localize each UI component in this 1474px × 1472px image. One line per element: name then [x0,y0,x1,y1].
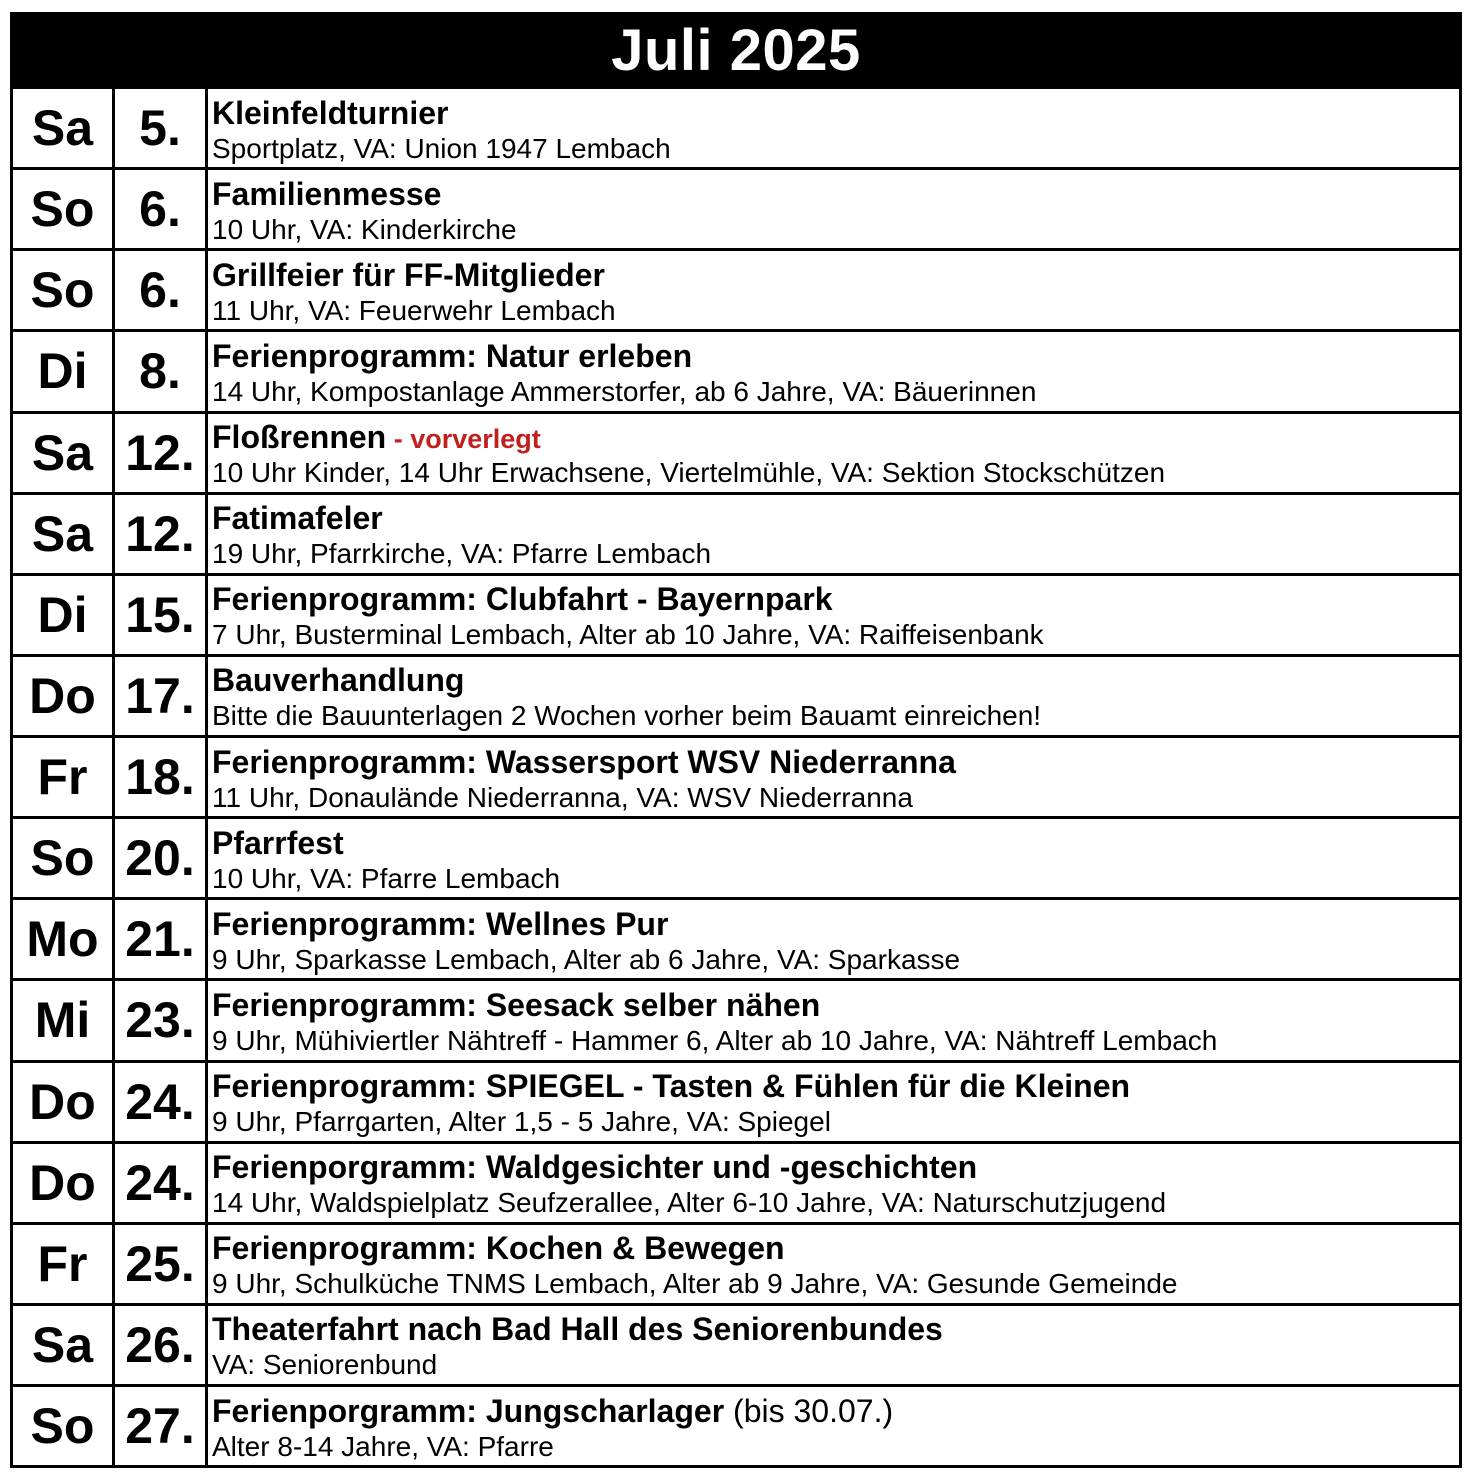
day-number-cell: 5. [115,89,205,167]
event-info-cell [208,89,1459,167]
event-title: Pfarrfest [212,824,344,861]
day-number-cell: 27. [115,1387,205,1465]
event-title: Ferienprogramm: SPIEGEL - Tasten & Fühlen für die Kleinen [212,1068,1131,1105]
event-title: Bauverhandlung [212,662,465,699]
event-row [13,89,1459,167]
event-info-cell [208,1063,1459,1141]
day-number-cell: 20. [115,819,205,897]
event-info-cell [208,657,1459,735]
event-details: 10 Uhr, VA: Pfarre Lembach [212,862,561,894]
event-title: Ferienprogramm: Clubfahrt - Bayernpark [212,581,833,618]
event-title: Ferienporgramm: Jungscharlager [212,1392,725,1429]
event-details: 10 Uhr Kinder, 14 Uhr Erwachsene, Viertelmühle, VA: Sektion Stockschützen [212,457,1166,489]
event-info-cell [208,900,1459,978]
event-title-line [212,95,1459,133]
weekday-cell: Mi [13,981,112,1059]
event-title-line [212,987,1459,1025]
weekday-cell: Do [13,1063,112,1141]
weekday-cell: Mo [13,900,112,978]
event-details: VA: Seniorenbund [212,1349,438,1381]
day-number-cell: 15. [115,576,205,654]
event-info-cell [208,1225,1459,1303]
event-row [13,1063,1459,1141]
event-row [13,1225,1459,1303]
event-row [13,657,1459,735]
day-number-cell: 23. [115,981,205,1059]
event-details: 9 Uhr, Pfarrgarten, Alter 1,5 - 5 Jahre, VA: Spiegel [212,1106,831,1138]
event-details: Sportplatz, VA: Union 1947 Lembach [212,132,671,164]
event-row [13,495,1459,573]
event-details: Alter 8-14 Jahre, VA: Pfarre [212,1430,554,1462]
event-info-cell [208,1387,1459,1465]
event-row [13,738,1459,816]
event-info-cell [208,170,1459,248]
weekday-cell: So [13,170,112,248]
month-title: Juli 2025 [611,18,861,83]
event-title: Kleinfeldturnier [212,94,449,131]
weekday-cell: Do [13,1144,112,1222]
event-details: 9 Uhr, Schulküche TNMS Lembach, Alter ab 9 Jahre, VA: Gesunde Gemeinde [212,1268,1178,1300]
weekday-cell: So [13,251,112,329]
event-title: Ferienprogramm: Wellnes Pur [212,905,669,942]
event-info-cell [208,332,1459,410]
event-title: Ferienprogramm: Natur erleben [212,337,693,374]
event-info-cell [208,576,1459,654]
event-title-line [212,662,1459,700]
day-number-cell: 12. [115,414,205,492]
event-calendar [10,12,1462,1468]
day-number-cell: 21. [115,900,205,978]
day-number-cell: 6. [115,251,205,329]
event-title-line [212,257,1459,295]
weekday-cell: Fr [13,738,112,816]
day-number-cell: 24. [115,1144,205,1222]
day-number-cell: 8. [115,332,205,410]
event-details: 14 Uhr, Kompostanlage Ammerstorfer, ab 6 Jahre, VA: Bäuerinnen [212,375,1037,407]
event-title-line [212,419,1459,457]
event-title-line [212,906,1459,944]
event-title: Ferienporgramm: Waldgesichter und -geschichten [212,1149,978,1186]
event-details: Bitte die Bauunterlagen 2 Wochen vorher beim Bauamt einreichen! [212,700,1042,732]
day-number-cell: 18. [115,738,205,816]
event-row [13,414,1459,492]
event-title: Floßrennen [212,419,387,456]
event-title-line [212,500,1459,538]
event-title-line [212,338,1459,376]
event-title: Theaterfahrt nach Bad Hall des Seniorenbundes [212,1311,943,1348]
event-row [13,576,1459,654]
day-number-cell: 17. [115,657,205,735]
event-title: Ferienprogramm: Wassersport WSV Niederranna [212,743,956,780]
event-title-line [212,1393,1459,1431]
event-info-cell [208,981,1459,1059]
event-title: Ferienprogramm: Kochen & Bewegen [212,1230,785,1267]
event-title-line [212,825,1459,863]
weekday-cell: Do [13,657,112,735]
event-title: Ferienprogramm: Seesack selber nähen [212,986,821,1023]
event-info-cell [208,738,1459,816]
event-row [13,1387,1459,1465]
event-title-line [212,1149,1459,1187]
event-row [13,170,1459,248]
event-title-suffix: (bis 30.07.) [724,1392,894,1429]
event-row [13,981,1459,1059]
event-row [13,1144,1459,1222]
weekday-cell: So [13,819,112,897]
event-title-line [212,1311,1459,1349]
event-details: 7 Uhr, Busterminal Lembach, Alter ab 10 Jahre, VA: Raiffeisenbank [212,619,1044,651]
weekday-cell: Di [13,332,112,410]
event-title-line [212,1230,1459,1268]
day-number-cell: 26. [115,1306,205,1384]
weekday-cell: Sa [13,1306,112,1384]
weekday-cell: Sa [13,414,112,492]
event-row [13,1306,1459,1384]
event-row [13,900,1459,978]
day-number-cell: 24. [115,1063,205,1141]
event-info-cell [208,495,1459,573]
event-note: - vorverlegt [386,424,541,455]
event-details: 9 Uhr, Mühiviertler Nähtreff - Hammer 6, Alter ab 10 Jahre, VA: Nähtreff Lembach [212,1024,1218,1056]
event-title: Familienmesse [212,175,442,212]
event-info-cell [208,819,1459,897]
event-info-cell [208,251,1459,329]
weekday-cell: Di [13,576,112,654]
event-details: 19 Uhr, Pfarrkirche, VA: Pfarre Lembach [212,538,712,570]
event-title-line [212,176,1459,214]
weekday-cell: Sa [13,495,112,573]
day-number-cell: 6. [115,170,205,248]
day-number-cell: 12. [115,495,205,573]
event-row [13,819,1459,897]
day-number-cell: 25. [115,1225,205,1303]
event-row [13,332,1459,410]
event-info-cell [208,1306,1459,1384]
event-title: Fatimafeler [212,500,383,537]
event-title: Grillfeier für FF-Mitglieder [212,256,605,293]
weekday-cell: So [13,1387,112,1465]
weekday-cell: Sa [13,89,112,167]
event-details: 14 Uhr, Waldspielplatz Seufzerallee, Alter 6-10 Jahre, VA: Naturschutzjugend [212,1187,1167,1219]
event-list [10,89,1462,1468]
event-details: 11 Uhr, VA: Feuerwehr Lembach [212,294,616,326]
event-details: 9 Uhr, Sparkasse Lembach, Alter ab 6 Jahre, VA: Sparkasse [212,943,961,975]
event-details: 10 Uhr, VA: Kinderkirche [212,213,517,245]
event-title-line [212,744,1459,782]
event-info-cell [208,414,1459,492]
weekday-cell: Fr [13,1225,112,1303]
event-info-cell [208,1144,1459,1222]
event-title-line [212,581,1459,619]
event-details: 11 Uhr, Donaulände Niederranna, VA: WSV Niederranna [212,781,913,813]
event-row [13,251,1459,329]
event-title-line [212,1068,1459,1106]
